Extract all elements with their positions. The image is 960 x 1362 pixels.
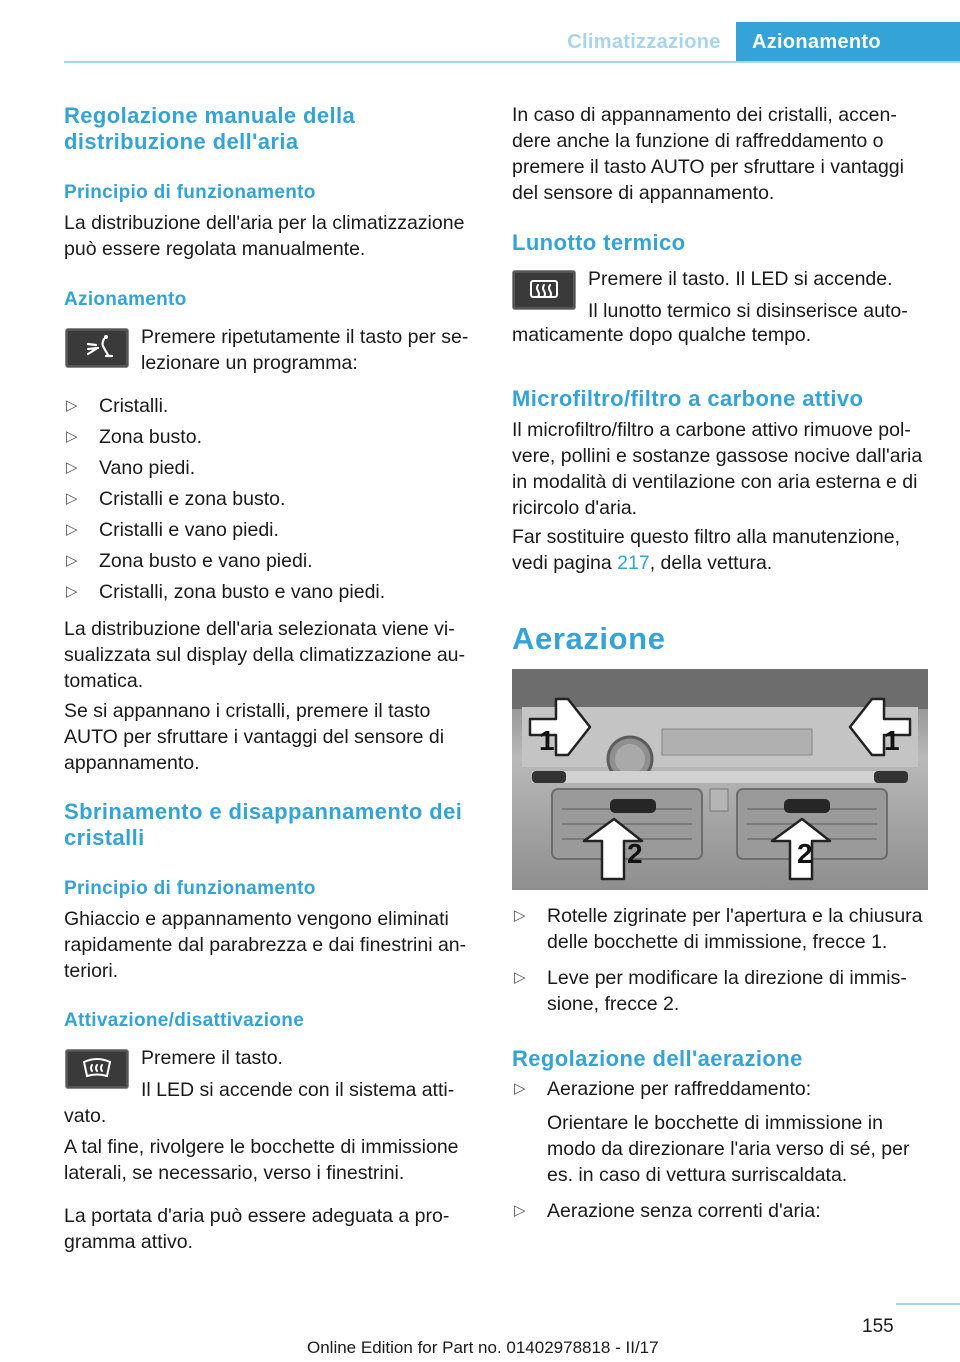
callout-1-left: 1 xyxy=(539,725,555,756)
paragraph-air-flow: La portata d'aria può essere adeguata a programma attivo. xyxy=(64,1205,450,1253)
callout-2-right: 2 xyxy=(797,838,813,869)
press-button-text: Premere il tasto. xyxy=(141,1047,283,1069)
list-item: ▷ Cristalli e vano piedi. xyxy=(66,519,279,541)
list-item: ▷ Aerazione senza correnti d'aria: xyxy=(514,1200,821,1222)
header-rule xyxy=(64,61,960,63)
triangle-right-icon: ▷ xyxy=(514,907,526,924)
list-item: ▷ Vano piedi. xyxy=(66,457,196,479)
list-item: ▷ Aerazione per raffreddamento: Orientare le bocchette di immissione in modo da direzionare l'aria verso di sé, per es. in caso di vettura surriscaldata. xyxy=(512,1076,928,1188)
paragraph-ice: Ghiaccio e appannamento vengono eliminati rapidamente dal parabrezza e dai finestrini anteriori. xyxy=(64,908,467,982)
triangle-right-icon: ▷ xyxy=(66,490,78,507)
triangle-right-icon: ▷ xyxy=(66,397,78,414)
air-distribution-button-icon xyxy=(65,328,129,368)
paragraph-side-vents: A tal fine, rivolgere le bocchette di immissione laterali, se necessario, verso i finestrini. xyxy=(64,1136,459,1184)
footer-rule xyxy=(896,1303,960,1305)
paragraph-microfilter: Il microfiltro/filtro a carbone attivo rimuove polvere, pollini e sostanze gassose nocive dall'aria in modalità di ventilazione con aria esterna e di ricircolo d'aria. xyxy=(512,419,923,519)
section-title: Climatizzazione xyxy=(552,22,736,62)
operation-text-line1: Premere ripetutamente il tasto per se- xyxy=(141,326,469,348)
heading-microfilter: Microfiltro/filtro a carbone attivo xyxy=(512,386,864,411)
rear-window-defrost-icon xyxy=(512,270,576,310)
list-item: ▷ Cristalli e zona busto. xyxy=(66,488,286,510)
aeration-parts-list xyxy=(512,903,928,1017)
list-item: ▷ Zona busto e vano piedi. xyxy=(66,550,313,572)
page-number: 155 xyxy=(862,1316,894,1337)
list-item: ▷ Cristalli, zona busto e vano piedi. xyxy=(66,581,386,603)
chapter-tab: Azionamento xyxy=(736,22,960,62)
paragraph-principle: La distribuzione dell'aria per la climatizzazione può essere regolata manualmente. xyxy=(64,212,465,260)
heading-adjust-aeration: Regolazione dell'aerazione xyxy=(512,1046,803,1071)
list-item: ▷ Cristalli. xyxy=(66,395,169,417)
triangle-right-icon: ▷ xyxy=(514,969,526,986)
windshield-defrost-icon xyxy=(65,1049,129,1089)
heading-operation: Azionamento xyxy=(64,289,187,310)
adjust-aeration-list xyxy=(512,1076,928,1224)
list-item: ▷ Leve per modificare la direzione di immissione, frecce 2. xyxy=(514,967,907,1015)
heading-principle: Principio di funzionamento xyxy=(64,182,316,203)
list-item-sub: Orientare le bocchette di immissione in modo da direzionare l'aria verso di sé, per es. in caso di vettura surriscaldata. xyxy=(547,1112,910,1186)
triangle-right-icon: ▷ xyxy=(66,459,78,476)
triangle-right-icon: ▷ xyxy=(66,428,78,445)
edition-note: Online Edition for Part no. 01402978818 - II/17 xyxy=(307,1338,659,1357)
heading-principle-2: Principio di funzionamento xyxy=(64,878,316,899)
led-text-line2: vato. xyxy=(64,1105,107,1127)
heading-aeration: Aerazione xyxy=(512,621,666,656)
page-link-217[interactable]: 217 xyxy=(617,552,650,574)
rear-defrost-text-line3: maticamente dopo qualche tempo. xyxy=(512,324,812,346)
rear-defrost-text-line2: Il lunotto termico si disinserisce auto- xyxy=(588,300,908,322)
list-item: ▷ Zona busto. xyxy=(66,426,202,448)
paragraph-display: La distribuzione dell'aria selezionata viene visualizzata sul display della climatizzazione automatica. xyxy=(64,618,466,692)
triangle-right-icon: ▷ xyxy=(514,1202,526,1219)
heading-on-off: Attivazione/disattivazione xyxy=(64,1010,305,1031)
triangle-right-icon: ▷ xyxy=(514,1080,526,1097)
heading-manual-distribution: Regolazione manuale della distribuzione dell'aria xyxy=(64,103,356,154)
page-header xyxy=(0,22,960,62)
list-item: ▷ Rotelle zigrinate per l'apertura e la chiusura delle bocchette di immissione, frecce 1. xyxy=(514,905,923,953)
callout-2-left: 2 xyxy=(627,838,643,869)
paragraph-cooling: In caso di appannamento dei cristalli, accendere anche la funzione di raffreddamento o premere il tasto AUTO per sfruttare i vantaggi del sensore di appannamento. xyxy=(512,104,904,204)
operation-text-line2: lezionare un programma: xyxy=(141,352,358,374)
dashboard-vents-photo xyxy=(512,669,928,890)
heading-rear-window-defrost: Lunotto termico xyxy=(512,230,686,255)
triangle-right-icon: ▷ xyxy=(66,521,78,538)
triangle-right-icon: ▷ xyxy=(66,552,78,569)
heading-defrost: Sbrinamento e disappannamento dei cristalli xyxy=(64,799,463,850)
distribution-program-list xyxy=(64,393,468,605)
rear-defrost-text-line1: Premere il tasto. Il LED si accende. xyxy=(588,268,893,290)
callout-1-right: 1 xyxy=(884,725,900,756)
triangle-right-icon: ▷ xyxy=(66,583,78,600)
led-text-line1: Il LED si accende con il sistema atti- xyxy=(141,1079,455,1101)
paragraph-fog-auto: Se si appannano i cristalli, premere il tasto AUTO per sfruttare i vantaggi del sensore di appannamento. xyxy=(64,700,445,774)
paragraph-replace-filter: Far sostituire questo filtro alla manutenzione, vedi pagina 217, della vettura. xyxy=(512,526,901,574)
